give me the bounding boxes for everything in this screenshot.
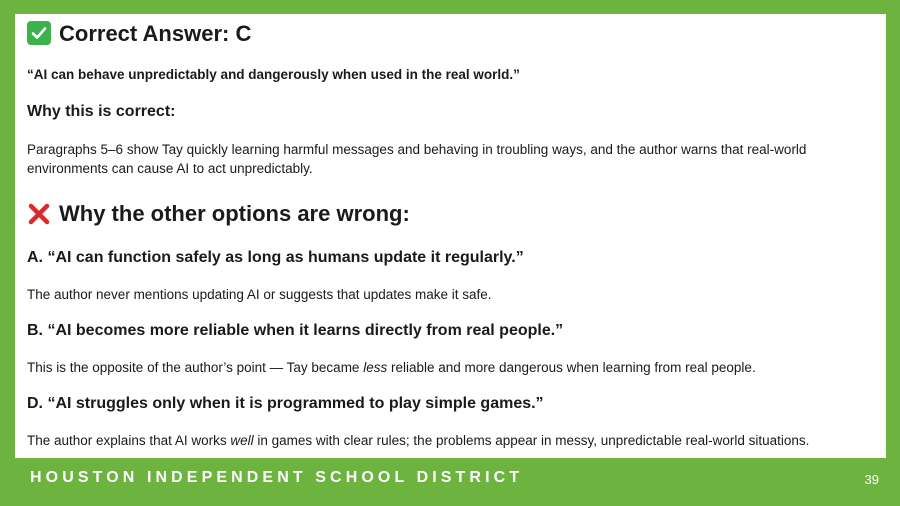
page-number: 39 <box>864 472 879 487</box>
option-a-explanation: The author never mentions updating AI or suggests that updates make it safe. <box>27 287 492 302</box>
correct-answer-text: Correct Answer: C <box>59 21 252 46</box>
option-b-explanation: This is the opposite of the author’s point — Tay became less reliable and more dangerous when learning from real people. <box>27 360 756 375</box>
correct-answer-heading <box>27 21 251 47</box>
option-b-label: B. “AI becomes more reliable when it learns directly from real people.” <box>27 322 564 339</box>
option-a-label: A. “AI can function safely as long as humans update it regularly.” <box>27 249 524 266</box>
content-panel <box>15 14 886 458</box>
district-name: HOUSTON INDEPENDENT SCHOOL DISTRICT <box>30 469 524 486</box>
why-correct-explanation: Paragraphs 5–6 show Tay quickly learning harmful messages and behaving in troubling ways, and the author warns that real-world environments can cause AI to act unpredictably. <box>27 142 807 176</box>
correct-answer-quote: “AI can behave unpredictably and dangerously when used in the real world.” <box>27 67 520 82</box>
why-correct-heading: Why this is correct: <box>27 103 176 120</box>
option-d-explanation: The author explains that AI works well in games with clear rules; the problems appear in messy, unpredictable real-world situations. <box>27 433 810 448</box>
check-mark-icon <box>27 21 51 45</box>
wrong-options-heading <box>27 201 410 227</box>
wrong-options-text: Why the other options are wrong: <box>59 201 410 226</box>
cross-mark-icon <box>27 202 51 226</box>
option-d-label: D. “AI struggles only when it is programmed to play simple games.” <box>27 395 544 412</box>
